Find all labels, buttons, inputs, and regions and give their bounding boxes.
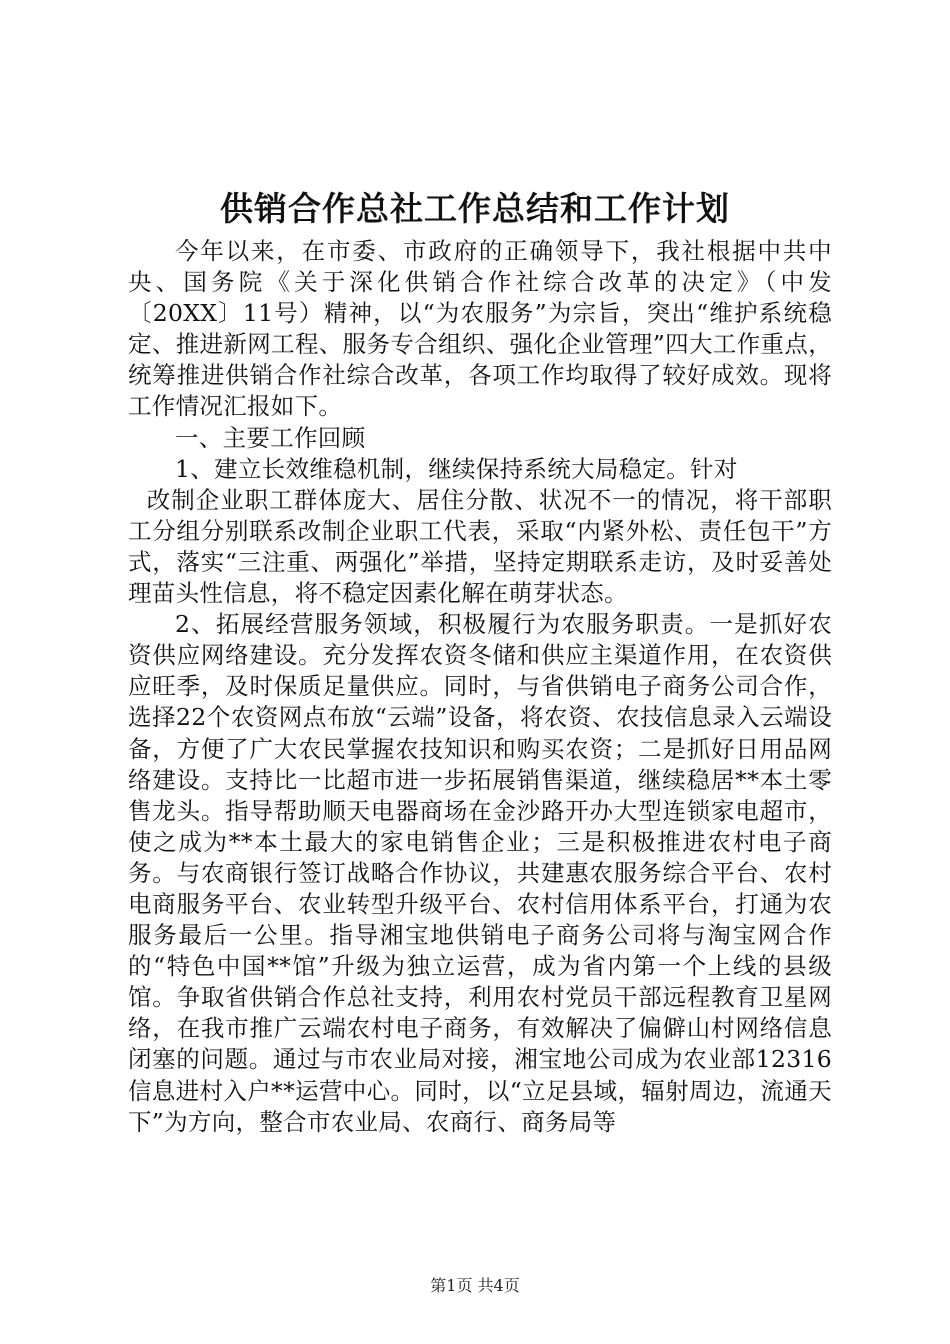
document-body <box>128 236 832 1138</box>
paragraph-stability: 改制企业职工群体庞大、居住分散、状况不一的情况，将干部职工分组分别联系改制企业职工代表，采取“内紧外松、责任包干”方式，落实“三注重、两强化”举措，坚持定期联系走访，及时妥善处理苗头性信息，将不稳定因素化解在萌芽状态。 <box>128 485 832 608</box>
section-heading: 一、主要工作回顾 <box>175 423 366 452</box>
page-number-footer: 第1页 共4页 <box>430 1276 520 1295</box>
subsection-heading-1: 1、建立长效维稳机制，继续保持系统大局稳定。针对 <box>175 454 738 483</box>
document-title: 供销合作总社工作总结和工作计划 <box>220 189 730 228</box>
paragraph-intro: 今年以来，在市委、市政府的正确领导下，我社根据中共中央、国务院《关于深化供销合作社综合改革的决定》（中发〔20XX〕11号）精神，以“为农服务”为宗旨，突出“维护系统稳定、推进新网工程、服务专合组织、强化企业管理”四大工作重点，统筹推进供销合作社综合改革，各项工作均取得了较好成效。现将工作情况汇报如下。 <box>128 237 832 421</box>
paragraph-services: 2、拓展经营服务领域，积极履行为农服务职责。一是抓好农资供应网络建设。充分发挥农资冬储和供应主渠道作用，在农资供应旺季，及时保质足量供应。同时，与省供销电子商务公司合作，选择22个农资网点布放“云端”设备，将农资、农技信息录入云端设备，方便了广大农民掌握农技知识和购买农资；二是抓好日用品网络建设。支持比一比超市进一步拓展销售渠道，继续稳居**本土零售龙头。指导帮助顺天电器商场在金沙路开办大型连锁家电超市，使之成为**本土最大的家电销售企业；三是积极推进农村电子商务。与农商银行签订战略合作协议，共建惠农服务综合平台、农村电商服务平台、农业转型升级平台、农村信用体系平台，打通为农服务最后一公里。指导湘宝地供销电子商务公司将与淘宝网合作的“特色中国**馆”升级为独立运营，成为省内第一个上线的县级馆。争取省供销合作总社支持，利用农村党员干部远程教育卫星网络，在我市推广云端农村电子商务，有效解决了偏僻山村网络信息闭塞的问题。通过与市农业局对接，湘宝地公司成为农业部12316信息进村入户**运营中心。同时，以“立足县域，辐射周边，流通天下”为方向，整合市农业局、农商行、商务局等 <box>128 610 832 1136</box>
